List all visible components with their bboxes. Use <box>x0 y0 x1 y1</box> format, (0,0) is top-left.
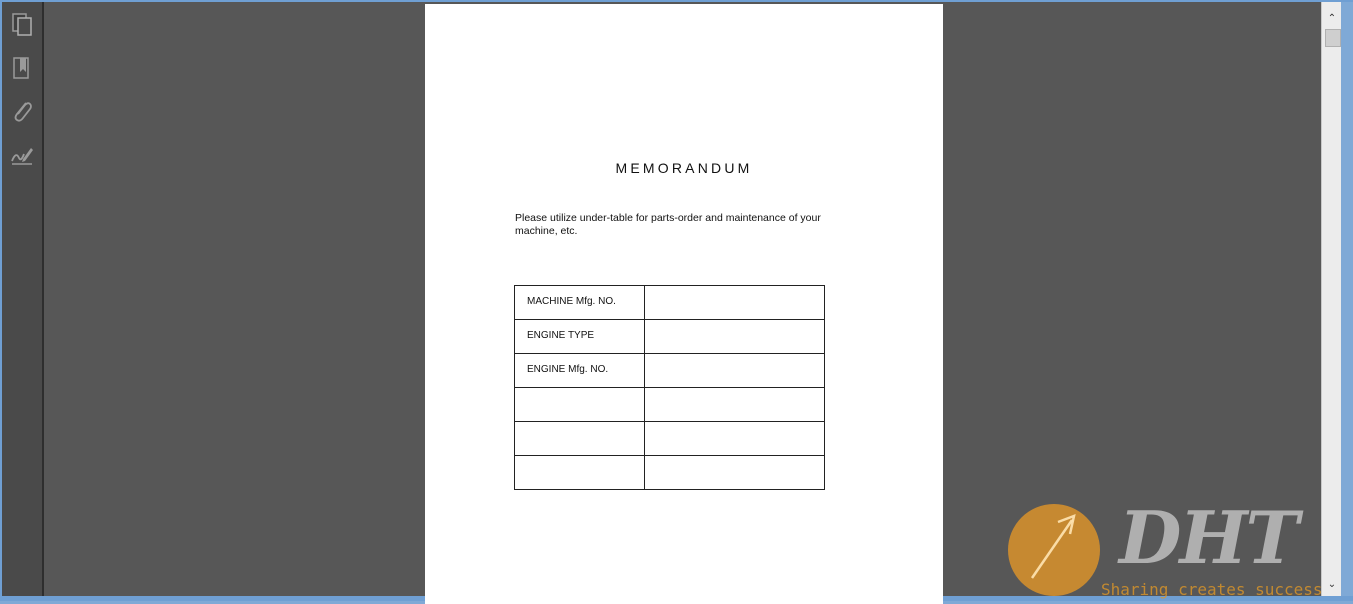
table-cell-label <box>515 422 645 456</box>
scroll-up-button[interactable]: ⌃ <box>1327 13 1337 24</box>
signatures-icon[interactable] <box>8 141 36 169</box>
table-cell-value <box>644 388 824 422</box>
vertical-scrollbar[interactable] <box>1321 2 1342 596</box>
scrollbar-thumb[interactable] <box>1325 29 1341 47</box>
table-cell-value <box>644 354 824 388</box>
watermark-brand: DHT <box>1119 495 1298 580</box>
bookmarks-icon[interactable] <box>8 54 36 82</box>
table-row <box>515 456 825 490</box>
memo-table <box>514 285 825 490</box>
document-page <box>425 4 943 604</box>
table-cell-label <box>515 456 645 490</box>
intro-text: Please utilize under-table for parts-order and maintenance of your machine, etc. <box>515 212 821 237</box>
window-border <box>1341 2 1353 596</box>
attachments-icon[interactable] <box>8 97 36 125</box>
watermark-logo-icon <box>1008 504 1100 596</box>
table-cell-value <box>644 286 824 320</box>
table-row <box>515 320 825 354</box>
table-row <box>515 354 825 388</box>
table-cell-label: ENGINE Mfg. NO. <box>515 354 645 388</box>
pages-icon[interactable] <box>8 10 36 38</box>
watermark-slogan: Sharing creates success <box>1101 580 1323 599</box>
table-row <box>515 286 825 320</box>
table-cell-value <box>644 320 824 354</box>
table-row <box>515 422 825 456</box>
table-cell-label <box>515 388 645 422</box>
scroll-down-button[interactable]: ⌄ <box>1327 579 1337 590</box>
table-cell-label: MACHINE Mfg. NO. <box>515 286 645 320</box>
table-cell-label: ENGINE TYPE <box>515 320 645 354</box>
table-cell-value <box>644 456 824 490</box>
page-title: MEMORANDUM <box>615 160 753 176</box>
table-cell-value <box>644 422 824 456</box>
navigation-pane <box>2 2 44 596</box>
table-row <box>515 388 825 422</box>
